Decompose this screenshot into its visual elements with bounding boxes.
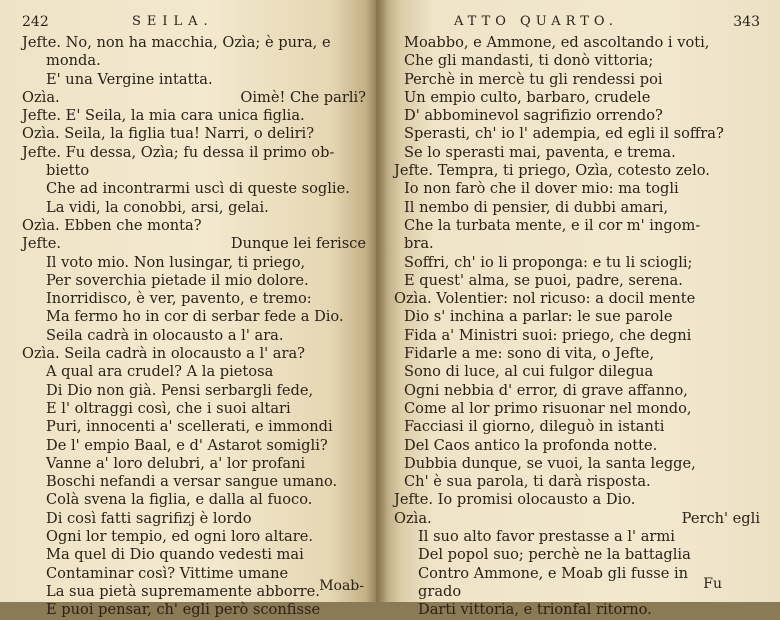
text-line-content: Ozìa. Volentier: nol ricuso: a docil mente [394,290,696,308]
text-line-content: Ozìa. [394,509,432,527]
text-line [404,254,760,272]
text-line-content: Perchè in mercè tu gli rendessi poi [404,70,663,88]
text-line [404,71,760,89]
text-line [22,180,366,198]
text-line-content: grado [418,582,462,600]
text-line-content: A qual ara crudel? A la pietosa [46,363,274,381]
text-line-content: Fida a' Ministri suoi: priego, che degni [404,326,692,344]
text-line [404,125,760,143]
text-line [22,418,366,436]
text-line-content: bietto [46,162,90,180]
text-line-content: Jefte. E' Seila, la mia cara unica figlia. [22,107,305,125]
text-line-content: E puoi pensar, ch' egli però sconfisse [46,601,321,619]
text-line-content: Soffri, ch' io li proponga: e tu li sciogli; [404,253,693,271]
text-line [22,144,366,162]
text-line-content: Facciasi il giorno, dileguò in istanti [404,418,665,436]
text-line [22,455,366,473]
text-line-content: Moabbo, e Ammone, ed ascoltando i voti, [404,34,710,51]
text-line-content: Il voto mio. Non lusingar, ti priego, [46,253,306,271]
text-line-content: Il suo alto favor prestasse a l' armi [418,528,675,546]
text-line-content: Il nembo di pensier, di dubbi amari, [404,198,669,216]
text-line-content: Ogni lor tempio, ed ogni loro altare. [46,528,313,546]
right-text-block [394,34,760,620]
text-line-content: bra. [404,235,434,253]
right-catchword: Fu [703,576,722,592]
text-line-content: Dio s' inchina a parlar: le sue parole [404,308,673,326]
right-page [376,0,780,619]
text-line [404,455,760,473]
text-line-content: Se lo sperasti mai, paventa, e trema. [404,143,676,161]
text-line [404,437,760,455]
text-line-content: La vidi, la conobbi, arsi, gelai. [46,198,269,216]
text-line-content: Sono di luce, al cui fulgor dilegua [404,363,654,381]
text-line [404,308,760,326]
text-line [394,510,760,528]
text-line [394,491,760,509]
text-line-content: Ozìa. Seila, la figlia tua! Narri, o deliri? [22,125,315,143]
left-text-block [22,34,366,620]
text-line-content: Di Dio non già. Pensi serbargli fede, [46,381,314,399]
text-line-content: Ma fermo ho in cor di serbar fede a Dio. [46,308,344,326]
text-line-content: Seila cadrà in olocausto a l' ara. [46,326,284,344]
text-line [404,180,760,198]
text-line [404,345,760,363]
text-line-content: Ozìa. Seila cadrà in olocausto a l' ara? [22,345,305,363]
text-line [22,290,366,308]
text-line-content: Contaminar così? Vittime umane [46,564,289,582]
text-line-content: Un empio culto, barbaro, crudele [404,88,651,106]
text-line-content: Che gli mandasti, ti donò vittoria; [404,52,654,70]
text-line-content: Ch' è sua parola, ti darà risposta. [404,473,651,491]
text-line [404,382,760,400]
text-line [22,272,366,290]
text-line [22,437,366,455]
text-line [404,327,760,345]
text-line-content: Darti vittoria, e trionfal ritorno. [418,601,652,619]
text-line [22,528,366,546]
text-line-content: Ogni nebbia d' error, di grave affanno, [404,381,688,399]
text-line-content: Puri, innocenti a' scellerati, e immondi [46,418,333,436]
text-line-content: Colà svena la figlia, e dalla al fuoco. [46,491,313,509]
text-line-content: Vanne a' loro delubri, a' lor profani [46,454,306,472]
text-line [22,510,366,528]
text-line [22,162,366,180]
text-line [22,491,366,509]
text-line-right-part: Perch' egli [681,509,760,527]
text-line-content: Dubbia dunque, se vuoi, la santa legge, [404,454,696,472]
text-line-content: Jefte. [22,235,62,253]
text-line-content: Che ad incontrarmi uscì di queste soglie. [46,180,350,198]
text-line [404,601,760,619]
text-line-content: Ma quel di Dio quando vedesti mai [46,546,304,564]
text-line [22,400,366,418]
text-line [404,52,760,70]
text-line [404,199,760,217]
text-line [404,34,760,52]
text-line-content: Boschi nefandi a versar sangue umano. [46,473,338,491]
text-line [22,382,366,400]
text-line-content: Del Caos antico la profonda notte. [404,436,658,454]
text-line-content: Contro Ammone, e Moab gli fusse in [418,564,689,582]
text-line-content: E quest' alma, se puoi, padre, serena. [404,271,683,289]
right-page-header [404,12,760,34]
text-line [22,363,366,381]
text-line [22,565,366,583]
text-line [22,34,366,52]
text-line [22,327,366,345]
text-line [404,89,760,107]
text-line [22,308,366,326]
text-line-content: Io non farò che il dover mio: ma togli [404,180,679,198]
left-page-number: 242 [22,14,49,30]
text-line-right-part: Dunque lei ferisce [230,235,366,253]
text-line-content: Fidarle a me: sono di vita, o Jefte, [404,345,655,363]
text-line-content: De l' empio Baal, e d' Astarot somigli? [46,436,328,454]
text-line-content: Che la turbata mente, e il cor m' ingom- [404,216,701,234]
text-line [22,125,366,143]
text-line [404,235,760,253]
text-line [22,89,366,107]
left-page [0,0,376,619]
text-line [394,162,760,180]
text-line-content: E l' oltraggi così, che i suoi altari [46,399,291,417]
text-line [22,52,366,70]
text-line [404,473,760,491]
text-line-content: Sperasti, ch' io l' adempia, ed egli il soffra? [404,125,724,143]
text-line-content: monda. [46,52,101,70]
text-line-content: E' una Vergine intatta. [46,70,213,88]
text-line [394,290,760,308]
text-line-content: Jefte. Tempra, ti priego, Ozìa, cotesto zelo. [394,162,710,180]
text-line-content: Ozìa. [22,88,60,106]
text-line [22,345,366,363]
text-line [404,546,760,564]
text-line [404,400,760,418]
left-catchword: Moab- [319,578,364,594]
text-line [22,71,366,89]
text-line [22,601,366,619]
text-line [22,546,366,564]
text-line [404,528,760,546]
text-line [404,107,760,125]
right-running-head: ATTO QUARTO. [454,14,618,29]
text-line [404,418,760,436]
right-page-number: 343 [733,14,760,30]
text-line [22,583,366,601]
text-line [22,199,366,217]
text-line [404,144,760,162]
text-line-right-part: Oimè! Che parli? [240,88,366,106]
left-page-header [22,12,366,34]
text-line-content: Jefte. Fu dessa, Ozìa; fu dessa il primo ob- [22,143,335,161]
text-line-content: Jefte. Io promisi olocausto a Dio. [394,491,636,509]
text-line [22,217,366,235]
left-running-head: SEILA. [132,14,214,29]
text-line [404,272,760,290]
text-line-content: Di così fatti sagrifizj è lordo [46,509,252,527]
text-line [22,473,366,491]
text-line [22,254,366,272]
text-line [22,107,366,125]
text-line-content: Ozìa. Ebben che monta? [22,216,202,234]
text-line [22,235,366,253]
text-line-content: Inorridisco, è ver, pavento, e tremo: [46,290,312,308]
text-line-content: Jefte. No, non ha macchia, Ozìa; è pura, e [22,34,331,51]
text-line [404,363,760,381]
text-line-content: Come al lor primo risuonar nel mondo, [404,399,692,417]
text-line-content: Per soverchia pietade il mio dolore. [46,271,309,289]
text-line [404,217,760,235]
text-line-content: D' abbominevol sagrifizio orrendo? [404,107,663,125]
text-line-content: La sua pietà supremamente abborre. [46,582,320,600]
text-line-content: Del popol suo; perchè ne la battaglia [418,546,691,564]
